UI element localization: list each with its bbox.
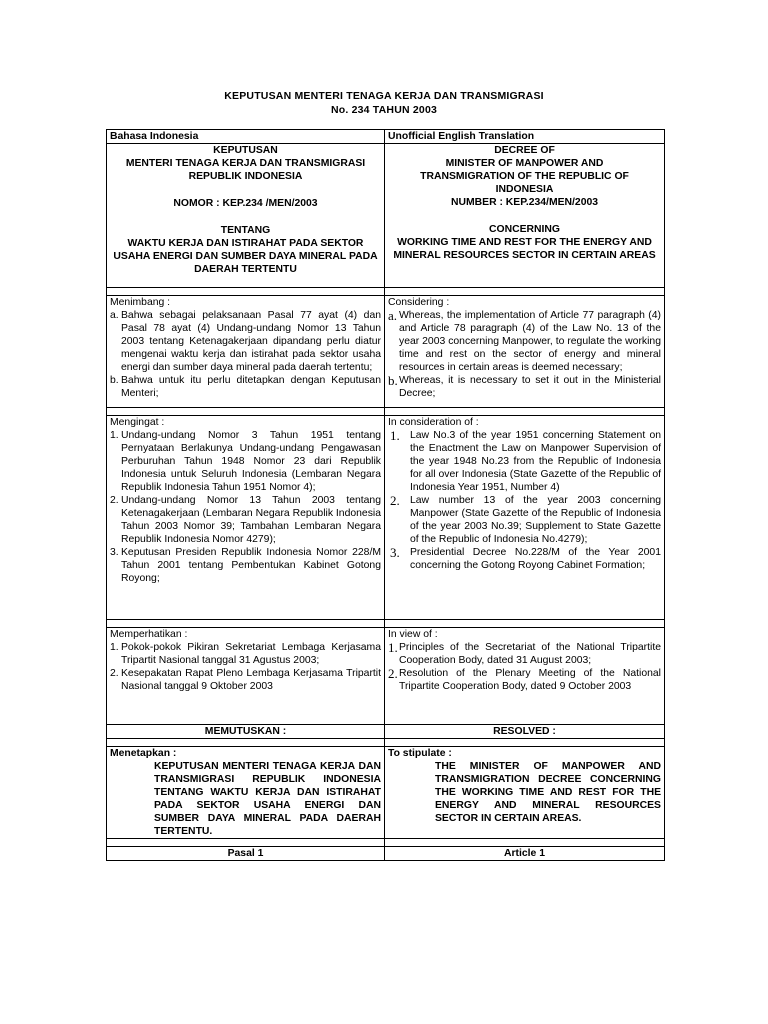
stipulate-en-text: THE MINISTER OF MANPOWER AND TRANSMIGRATION DECREE CONCERNING THE WORKING TIME AND REST FOR THE ENERGY AND MINERAL RESOURCES SECTOR IN CERTAIN AREAS. bbox=[435, 761, 661, 824]
stipulate-row bbox=[107, 747, 665, 839]
title-line-1: KEPUTUSAN MENTERI TENAGA KERJA DAN TRANSMIGRASI bbox=[224, 90, 544, 102]
heading-row bbox=[107, 144, 665, 288]
heading-id-number: NOMOR : KEP.234 /MEN/2003 bbox=[173, 198, 318, 209]
stipulate-id bbox=[107, 747, 385, 839]
resolved-en: RESOLVED : bbox=[385, 725, 665, 739]
list-item: 2. Kesepakatan Rapat Pleno Lembaga Kerjasama Tripartit Nasional tanggal 9 Oktober 2003 bbox=[110, 668, 381, 692]
list-item: a. Bahwa sebagai pelaksanaan Pasal 77 ayat (4) dan Pasal 78 ayat (4) Undang-undang Nomor 13 Tahun 2003 tentang Ketenagakerjaan dipandang perlu diatur mengenai waktu kerja dan istirahat pada sektor usaha energi dan sumber daya mineral pada daerah tertentu; bbox=[110, 310, 381, 373]
considering-en bbox=[385, 296, 665, 408]
heading-en-subject: WORKING TIME AND REST FOR THE ENERGY AND MINERAL RESOURCES SECTOR IN CERTAIN AREAS bbox=[393, 237, 656, 261]
considering-row bbox=[107, 296, 665, 408]
noting-id bbox=[107, 628, 385, 725]
heading-en-line2: MINISTER OF MANPOWER AND TRANSMIGRATION OF THE REPUBLIC OF INDONESIA bbox=[420, 158, 629, 195]
article-row bbox=[107, 847, 665, 861]
noting-en-label: In view of : bbox=[388, 629, 438, 640]
heading-id-line3: REPUBLIK INDONESIA bbox=[188, 171, 303, 182]
spacer-row bbox=[107, 288, 665, 296]
recalling-en-list bbox=[388, 429, 661, 572]
heading-id-line1: KEPUTUSAN bbox=[213, 145, 278, 156]
stipulate-id-text: KEPUTUSAN MENTERI TENAGA KERJA DAN TRANSMIGRASI REPUBLIK INDONESIA TENTANG WAKTU KERJA DAN ISTIRAHAT PADA SEKTOR USAHA ENERGI DAN SUMBER DAYA MINERAL PADA DAERAH TERTENTU. bbox=[154, 761, 381, 837]
stipulate-id-label: Menetapkan : bbox=[110, 748, 177, 759]
list-item: 3. Keputusan Presiden Republik Indonesia Nomor 228/M Tahun 2001 tentang Pembentukan Kabinet Gotong Royong; bbox=[110, 547, 381, 584]
stipulate-en bbox=[385, 747, 665, 839]
heading-en bbox=[385, 144, 665, 288]
column-header-left: Bahasa Indonesia bbox=[107, 130, 385, 144]
noting-id-label: Memperhatikan : bbox=[110, 629, 188, 640]
recalling-id bbox=[107, 416, 385, 620]
document-title bbox=[0, 89, 768, 117]
list-item: 2. Law number 13 of the year 2003 concerning Manpower (State Gazette of the Republic of Indonesia of the year 2003 No.39; Supplement to State Gazette of the Republic of Indonesia No.4279); bbox=[390, 493, 661, 545]
heading-en-line1: DECREE OF bbox=[494, 145, 555, 156]
list-item: a. Whereas, the implementation of Article 77 paragraph (4) and Article 78 paragraph (4) of the Law No. 13 of the year 2003 concerning Manpower, to regulate the working time and rest on the sector of energy and mineral resources in certain areas is deemed necessary; bbox=[388, 308, 661, 373]
heading-en-about: CONCERNING bbox=[488, 224, 560, 235]
noting-en bbox=[385, 628, 665, 725]
considering-id-label: Menimbang : bbox=[110, 297, 171, 308]
article-id: Pasal 1 bbox=[107, 847, 385, 861]
resolved-id: MEMUTUSKAN : bbox=[107, 725, 385, 739]
spacer-row bbox=[107, 739, 665, 747]
list-item: b. Whereas, it is necessary to set it out in the Ministerial Decree; bbox=[388, 373, 661, 399]
list-item: 3. Presidential Decree No.228/M of the Year 2001 concerning the Gotong Royong Cabinet Formation; bbox=[390, 545, 661, 571]
list-item: 2. Resolution of the Plenary Meeting of the National Tripartite Cooperation Body, dated 9 October 2003 bbox=[388, 666, 661, 692]
resolved-row bbox=[107, 725, 665, 739]
list-item: 1. Principles of the Secretariat of the National Tripartite Cooperation Body, dated 31 August 2003; bbox=[388, 640, 661, 666]
heading-en-number: NUMBER : KEP.234/MEN/2003 bbox=[450, 197, 599, 208]
heading-id-subject: WAKTU KERJA DAN ISTIRAHAT PADA SEKTOR USAHA ENERGI DAN SUMBER DAYA MINERAL PADA DAERAH TERTENTU bbox=[113, 238, 378, 275]
spacer-row bbox=[107, 620, 665, 628]
article-en: Article 1 bbox=[385, 847, 665, 861]
spacer-row bbox=[107, 839, 665, 847]
noting-row bbox=[107, 628, 665, 725]
noting-id-list bbox=[110, 641, 381, 693]
spacer-row bbox=[107, 408, 665, 416]
heading-id-line2: MENTERI TENAGA KERJA DAN TRANSMIGRASI bbox=[125, 158, 366, 169]
considering-en-label: Considering : bbox=[388, 297, 450, 308]
stipulate-en-label: To stipulate : bbox=[388, 748, 452, 759]
recalling-id-label: Mengingat : bbox=[110, 417, 165, 428]
considering-id bbox=[107, 296, 385, 408]
column-header-row bbox=[107, 130, 665, 144]
recalling-en bbox=[385, 416, 665, 620]
bilingual-table bbox=[106, 129, 665, 861]
recalling-id-list bbox=[110, 429, 381, 585]
noting-en-list bbox=[388, 641, 661, 693]
heading-id-about: TENTANG bbox=[220, 225, 271, 236]
list-item: b. Bahwa untuk itu perlu ditetapkan dengan Keputusan Menteri; bbox=[110, 375, 381, 399]
list-item: 1. Undang-undang Nomor 3 Tahun 1951 tentang Pernyataan Berlakunya Undang-undang Pengawasan Perburuhan Tahun 1948 Nomor 23 dari Republik Indonesia untuk Seluruh Indonesia (Lembaran Negara Republik Indonesia Tahun 1951 Nomor 4); bbox=[110, 430, 381, 493]
recalling-row bbox=[107, 416, 665, 620]
list-item: 1. Law No.3 of the year 1951 concerning Statement on the Enactment the Law on Manpower Supervision of the year 1948 No.23 from the Republic of Indonesia for all over Indonesia (State Gazette of the Republic of Indonesia Year 1951, Number 4) bbox=[390, 428, 661, 493]
list-item: 1. Pokok-pokok Pikiran Sekretariat Lembaga Kerjasama Tripartit Nasional tanggal 31 Agustus 2003; bbox=[110, 642, 381, 666]
list-item: 2. Undang-undang Nomor 13 Tahun 2003 tentang Ketenagakerjaan (Lembaran Negara Republik Indonesia Tahun 2003 Nomor 39; Tambahan Lembaran Negara Republik Indonesia Nomor 4279); bbox=[110, 495, 381, 545]
column-header-right: Unofficial English Translation bbox=[385, 130, 665, 144]
considering-en-list bbox=[388, 309, 661, 400]
title-line-2: No. 234 TAHUN 2003 bbox=[330, 104, 438, 116]
recalling-en-label: In consideration of : bbox=[388, 417, 479, 428]
considering-id-list bbox=[110, 309, 381, 400]
heading-id bbox=[107, 144, 385, 288]
